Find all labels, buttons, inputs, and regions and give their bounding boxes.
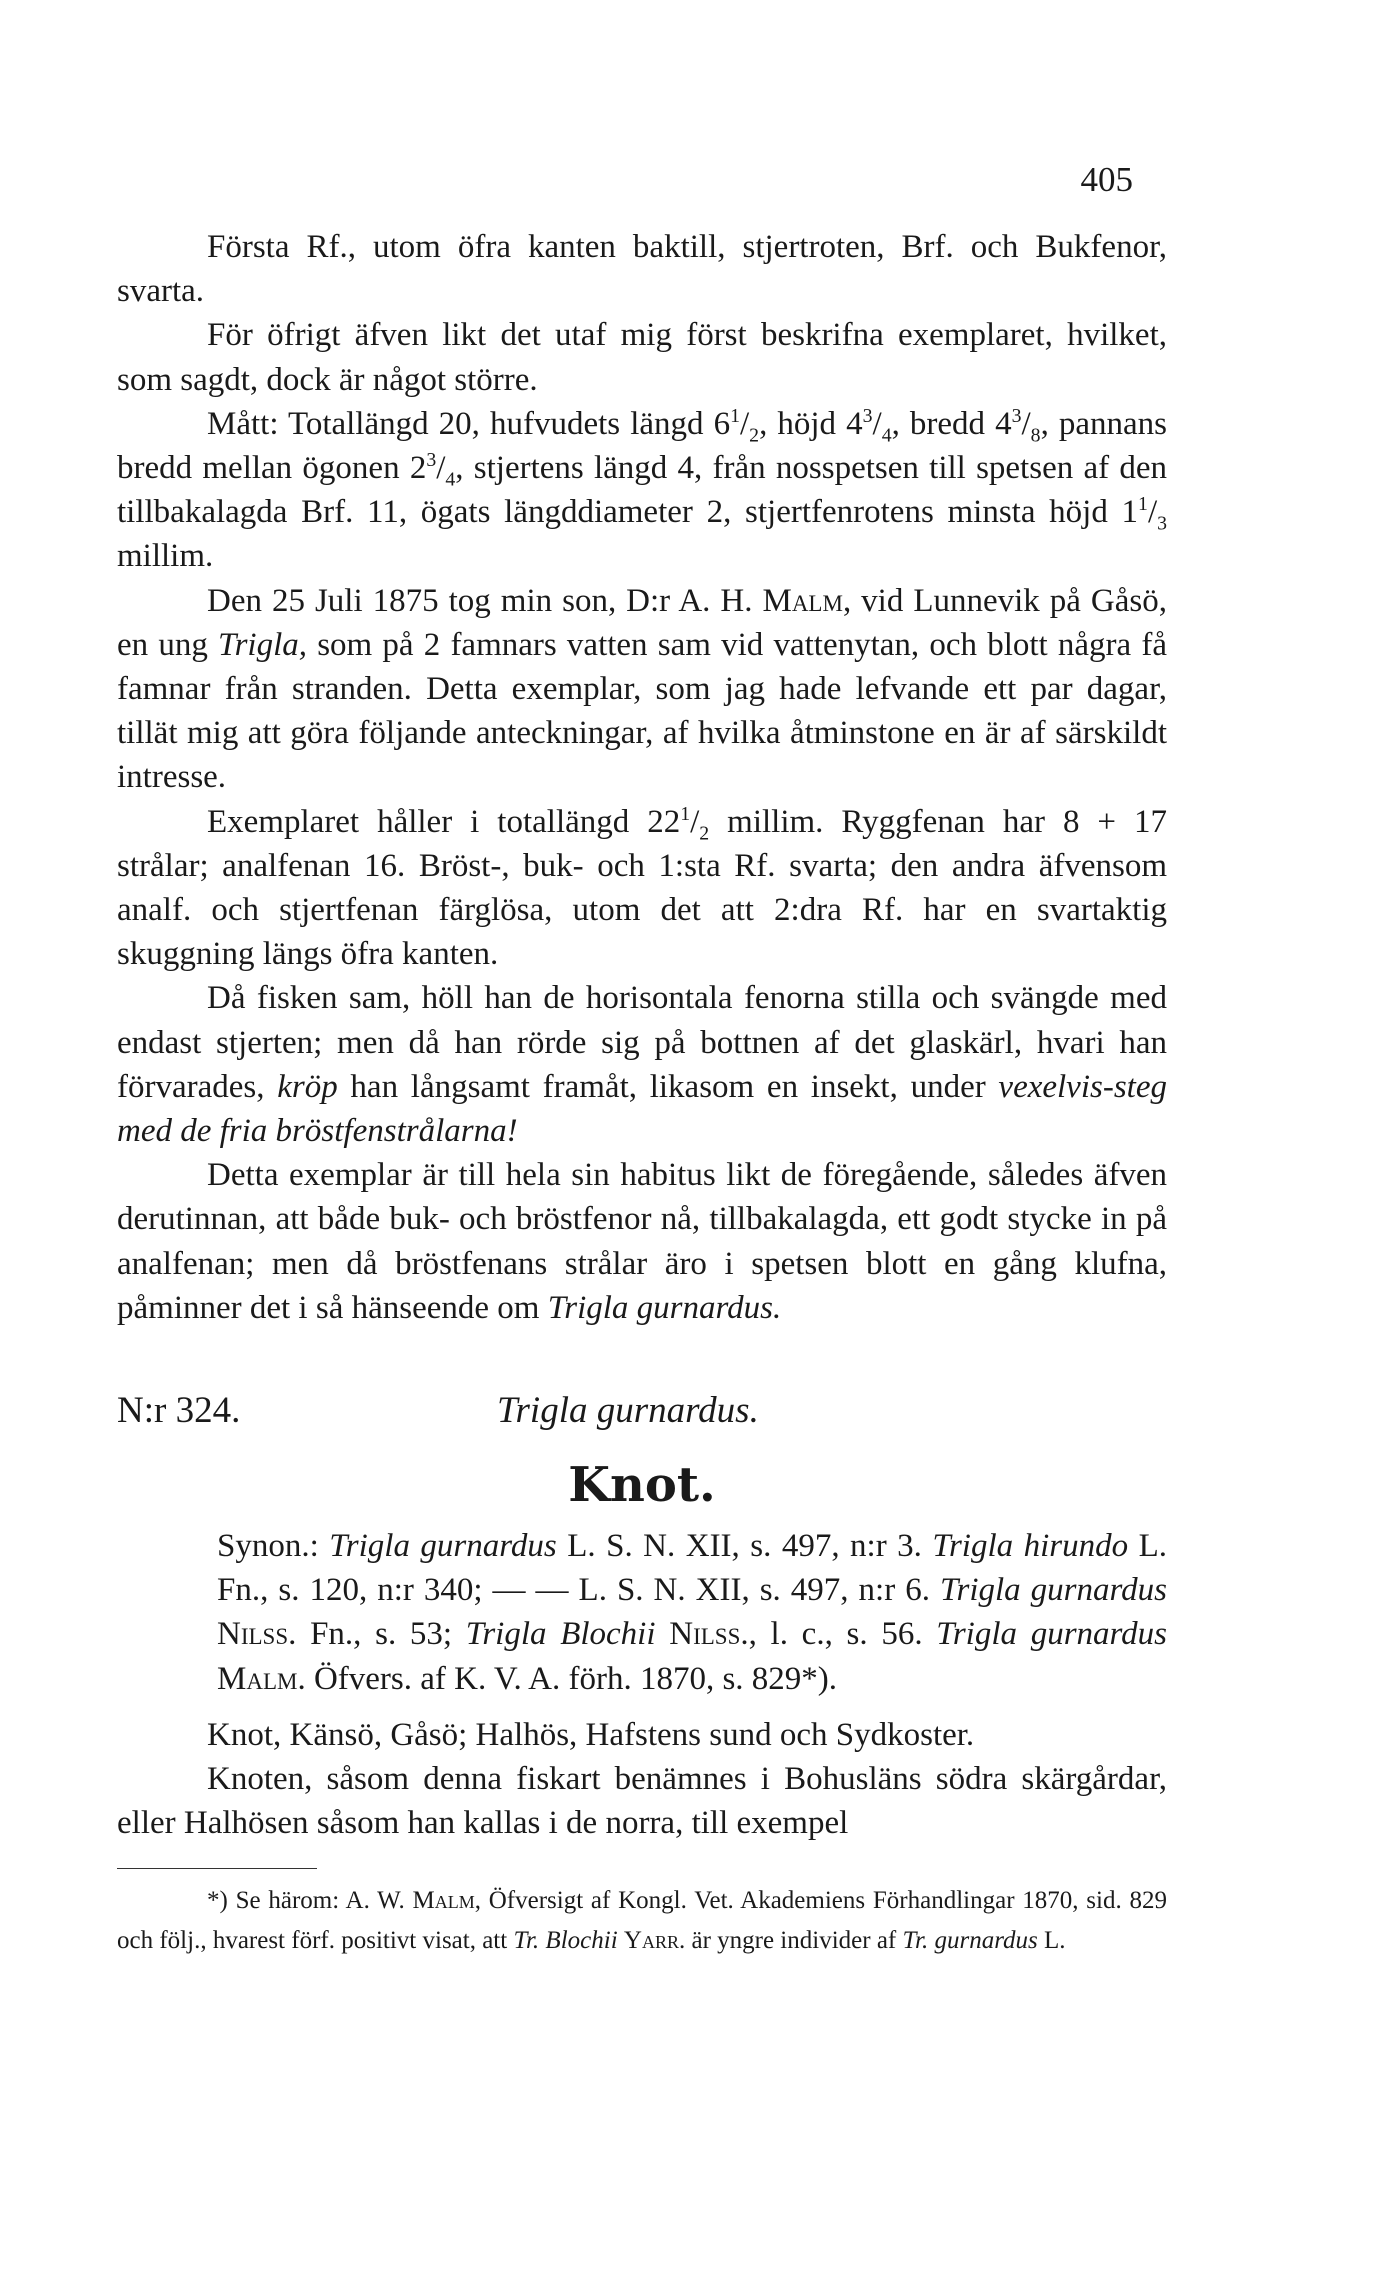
text-run: *) Se härom: A. W. — [207, 1886, 413, 1914]
text-run: millim. — [117, 538, 214, 575]
paragraph — [117, 976, 1167, 1153]
text-run: Mått: Totallängd 20, hufvudets längd 6 — [207, 405, 731, 442]
text-run: , stjertens längd 4, från nosspetsen till spetsen af den tillbakalagda Brf. 11, ögats längddiameter 2, stjertfenrotens minsta höjd 1 — [117, 450, 1167, 531]
paragraph — [117, 313, 1167, 401]
taxon-name: Tr. Blochii — [513, 1926, 618, 1954]
text-run: L. Fn., s. 120, n:r 340; — — L. S. N. XII, s. 497, n:r 6. — [217, 1528, 1167, 1609]
text-run: Exemplaret håller i totallängd 22 — [207, 803, 681, 840]
paragraph: Knoten, såsom denna fiskart benämnes i Bohusläns södra skärgårdar, eller Halhösen såsom han kallas i de norra, till exempel — [117, 1761, 1167, 1842]
text-run: . Öfvers. af K. V. A. förh. 1870, s. 829*). — [297, 1660, 838, 1697]
author-name: Nilss — [217, 1616, 289, 1653]
fraction-numerator: 1 — [730, 404, 740, 427]
fraction-denominator: 2 — [699, 822, 710, 845]
author-name: Yarr — [623, 1926, 679, 1954]
text-run: , höjd 4 — [759, 405, 863, 442]
fraction-denominator: 4 — [445, 468, 456, 491]
footnote — [117, 1881, 1167, 1961]
text-run: som på 2 famnars vatten sam vid vattenytan, och blott några få famnar från stranden. Detta exemplar, som jag hade lefvande ett par dagar, tillät mig att göra följande anteckningar, af hvilka åtminstone en är af särskildt intresse. — [117, 626, 1167, 796]
emphasis: kröp — [277, 1068, 338, 1105]
author-name: Malm — [217, 1660, 298, 1697]
species-header — [117, 1386, 1167, 1436]
taxon-name: Trigla gurnardus. — [547, 1289, 782, 1326]
text-run: ., l. c., s. 56. — [740, 1616, 937, 1653]
fraction-numerator: 3 — [1011, 404, 1022, 427]
paragraph-measurements: Mått: Totallängd 20, hufvudets längd $6^1/_2$, höjd $4^3/_4$, bredd $4^3/_8$, pannans bredd mellan ögonen $2^3/_4$, stjertens längd 4, från nosspetsen till spetsen af den tillbakalagda Brf. 11, ögats längddiameter 2, stjertfenrotens minsta höjd $1^1/_3$ millim. — [117, 404, 1168, 575]
text-run: Detta exemplar är till hela sin habitus likt de föregående, således äfven derutinnan, att både buk- och bröstfenor nå, tillbakalagda, ett godt stycke in på analfenan; men då bröstfenans strålar äro i spetsen blott en gång klufna, påminner det i så hänseende om — [117, 1157, 1167, 1326]
author-name: Nilss — [669, 1616, 741, 1653]
taxon-name: Trigla hirundo — [932, 1528, 1129, 1565]
text-run: För öfrigt äfven likt det utaf mig först beskrifna exemplaret, hvilket, som sagdt, dock är något större. — [117, 317, 1167, 398]
taxon-name: Trigla Blochii — [465, 1616, 656, 1653]
species-number: N:r 324. — [117, 1390, 241, 1432]
fraction-denominator: 4 — [881, 424, 892, 447]
species-name: Trigla gurnardus. — [497, 1390, 759, 1432]
fraction-numerator: 3 — [862, 404, 873, 427]
paragraph — [117, 579, 1167, 800]
text-run: L. S. N. XII, s. 497, n:r 3. — [556, 1528, 933, 1565]
fraction-denominator: 8 — [1030, 424, 1041, 447]
paragraph — [117, 1153, 1167, 1330]
footnote-rule — [117, 1868, 317, 1869]
page-number: 405 — [1080, 160, 1133, 199]
text-run: , Öfversigt af Kongl. Vet. Akademiens Förhandlingar 1870, sid. 829 och följ., hvarest förf. positivt visat, att — [117, 1886, 1167, 1954]
spacer — [117, 1330, 1167, 1386]
fraction-numerator: 1 — [1138, 493, 1148, 516]
taxon-name: Trigla, — [218, 626, 308, 663]
taxon-name: Trigla gurnardus — [329, 1528, 557, 1565]
text-run: . är yngre individer af — [678, 1926, 903, 1954]
text-run: millim. Ryggfenan har 8 + 17 strålar; analfenan 16. Bröst-, buk- och 1:sta Rf. svarta; den andra äfvensom analf. och stjertfenan färglösa, utom det att 2:dra Rf. har en svartaktig skuggning längs öfra kanten. — [117, 803, 1167, 973]
text-run: Synon.: — [217, 1528, 330, 1565]
fraction-denominator: 2 — [749, 424, 760, 447]
author-name: Malm — [412, 1886, 475, 1914]
common-name-title: Knot. — [568, 1457, 716, 1514]
fraction-numerator: 1 — [680, 802, 691, 825]
text-run: . Fn., s. 53; — [288, 1616, 466, 1653]
synonymy — [117, 1524, 1167, 1701]
text-run: Den 25 Juli 1875 tog min son, D:r A. H. — [207, 582, 763, 619]
text-run: L. — [1037, 1926, 1066, 1954]
paragraph: Exemplaret håller i totallängd $22^1/_2$ millim. Ryggfenan har 8 + 17 strålar; analfenan 16. Bröst-, buk- och 1:sta Rf. svarta; den andra äfvensom analf. och stjertfenan färglösa, utom det att 2:dra Rf. har en svartaktig skuggning längs öfra kanten. — [117, 802, 1167, 973]
fraction-denominator: 3 — [1157, 512, 1167, 535]
local-names: Knot, Känsö, Gåsö; Halhös, Hafstens sund och Sydkoster. — [207, 1716, 975, 1753]
text-run: han långsamt framåt, likasom en insekt, under — [337, 1068, 999, 1105]
taxon-name: Trigla gurnardus — [936, 1616, 1167, 1653]
taxon-name: Trigla gurnardus — [939, 1572, 1167, 1609]
text-run: , bredd 4 — [891, 405, 1012, 442]
paragraph — [117, 225, 1167, 313]
text-run: , pannans bredd mellan ögonen 2 — [117, 405, 1168, 487]
emphasis: vexelvis-steg med de fria bröstfenstrålarna! — [117, 1068, 1167, 1150]
text-run: Första Rf., utom öfra kanten baktill, stjertroten, Brf. och Bukfenor, svarta. — [117, 229, 1167, 310]
text-run: , vid Lunnevik på Gåsö, en ung — [117, 582, 1168, 663]
text-run: Då fisken sam, höll han de horisontala fenorna stilla och svängde med endast stjerten; men då han rörde sig på bottnen af det glaskärl, hvari han förvarades, — [117, 980, 1167, 1105]
taxon-name: Tr. gurnardus — [902, 1926, 1038, 1954]
fraction-numerator: 3 — [426, 449, 437, 472]
author-name: Malm — [762, 582, 843, 619]
body-text — [117, 225, 1167, 1961]
